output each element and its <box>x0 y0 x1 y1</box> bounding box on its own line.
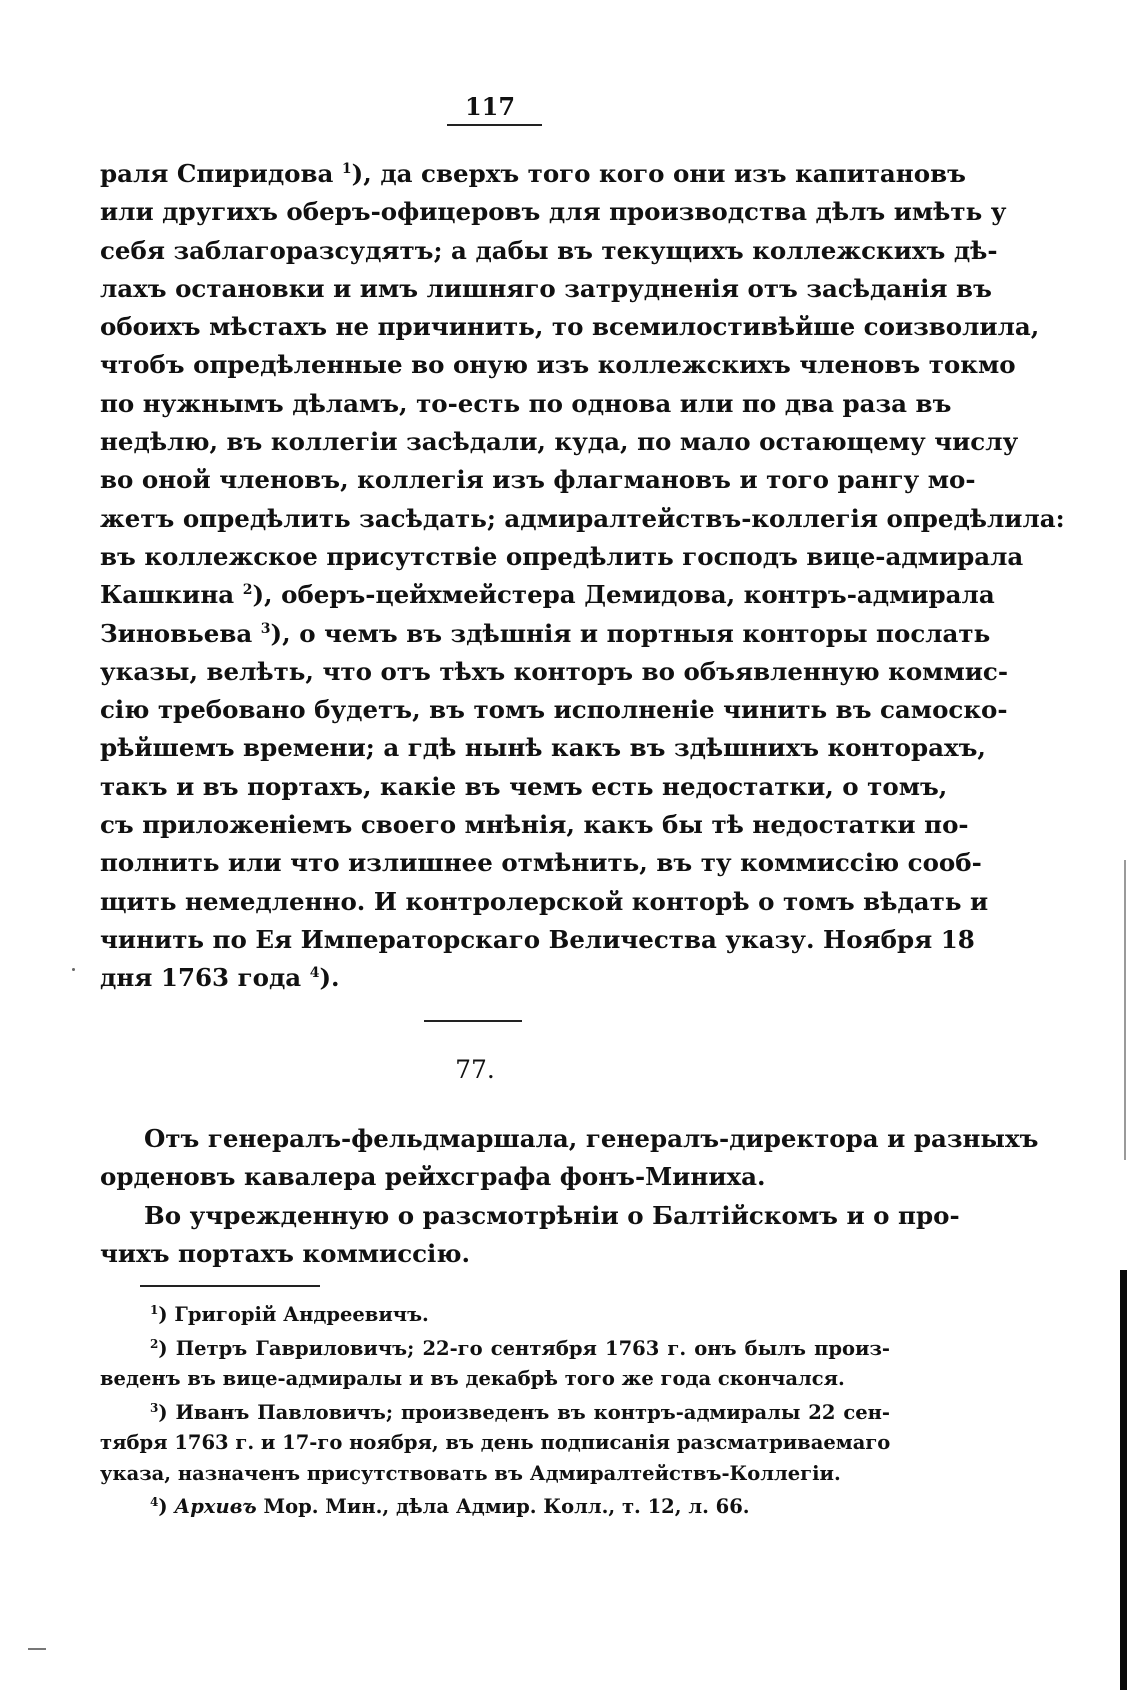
body-line-17: такъ и въ портахъ, какіе въ чемъ есть недостатки, о томъ, <box>100 771 948 801</box>
body-line-8: недѣлю, въ коллегіи засѣдали, куда, по мало остающему числу <box>100 427 1019 457</box>
body-line-3: себя заблагоразсудятъ; а дабы въ текущихъ коллежскихъ дѣ- <box>100 235 998 265</box>
archive-word: Архивъ <box>174 1495 257 1518</box>
body-line-5: обоихъ мѣстахъ не причинить, то всемилостивѣйше соизволила, <box>100 312 1040 342</box>
body-line-20: щить немедленно. И контролерской конторѣ о томъ вѣдать и <box>100 886 989 916</box>
body-line-21: чинить по Ея Императорскаго Величества указу. Ноября 18 <box>100 924 975 954</box>
header-line-2: орденовъ кавалера рейхсграфа фонъ-Миниха. <box>100 1162 766 1192</box>
footnotes <box>100 1300 890 1523</box>
body-text <box>100 155 1065 998</box>
footnote-3: $^3$) Иванъ Павловичъ; произведенъ въ контръ-адмиралы 22 сен- <box>150 1400 890 1424</box>
footnote-1: $^1$) Григорій Андреевичъ. <box>150 1303 429 1326</box>
header-line-1: Отъ генералъ-фельдмаршала, генералъ-директора и разныхъ <box>144 1124 1039 1153</box>
footnote-4: $^4$) Архивъ Мор. Мин., дѣла Адмир. Колл., т. 12, л. 66. <box>150 1495 750 1518</box>
footnote-2-cont: веденъ въ вице-адмиралы и въ декабрѣ того же года скончался. <box>100 1367 845 1390</box>
body-line-12: Кашкина $^2$), оберъ-цейхмейстера Демидова, контръ-адмирала <box>100 580 995 610</box>
body-line-19: полнить или что излишнее отмѣнить, въ ту коммиссію сооб- <box>100 848 982 878</box>
body-line-11: въ коллежское присутствіе опредѣлить господъ вице-адмирала <box>100 541 1024 571</box>
footnote-3-cont-1: тября 1763 г. и 17-го ноября, въ день подписанія разсматриваемаго <box>100 1431 891 1454</box>
section-separator <box>424 1020 522 1022</box>
scan-edge-shadow <box>1124 860 1126 1160</box>
header-line-4: чихъ портахъ коммиссію. <box>100 1238 470 1268</box>
body-line-4: лахъ остановки и имъ лишняго затрудненія отъ засѣданія въ <box>100 273 992 303</box>
section-number: 77. <box>455 1055 495 1084</box>
body-line-22: дня 1763 года $^4$). <box>100 963 340 993</box>
page-number: 117 <box>464 92 516 121</box>
header-line-3: Во учрежденную о разсмотрѣніи о Балтійскомъ и о про- <box>144 1200 960 1230</box>
document-header <box>100 1120 1039 1273</box>
page-number-underline <box>447 124 542 126</box>
footnote-3-cont-2: указа, назначенъ присутствовать въ Адмиралтействъ-Коллегіи. <box>100 1461 841 1485</box>
scan-artifact-dot <box>72 968 75 971</box>
footnote-rule <box>140 1285 320 1287</box>
body-line-7: по нужнымъ дѣламъ, то-есть по однова или по два раза въ <box>100 388 952 418</box>
scan-artifact <box>28 1648 46 1650</box>
body-line-15: сію требовано будетъ, въ томъ исполненіе чинить въ самоско- <box>100 695 1008 725</box>
body-line-2: или другихъ оберъ-офицеровъ для производства дѣлъ имѣть у <box>100 197 1007 227</box>
body-line-13: Зиновьева $^3$), о чемъ въ здѣшнія и портныя конторы послать <box>100 618 991 648</box>
body-line-18: съ приложеніемъ своего мнѣнія, какъ бы тѣ недостатки по- <box>100 810 969 840</box>
body-line-1: раля Спиридова $^1$), да сверхъ того кого они изъ капитановъ <box>100 159 966 188</box>
body-line-14: указы, велѣть, что отъ тѣхъ конторъ во объявленную коммис- <box>100 656 1009 686</box>
scan-edge <box>1120 1270 1127 1690</box>
body-line-10: жетъ опредѣлить засѣдать; адмиралтействъ-коллегія опредѣлила: <box>100 503 1065 533</box>
body-line-16: рѣйшемъ времени; а гдѣ нынѣ какъ въ здѣшнихъ конторахъ, <box>100 733 986 763</box>
body-line-6: чтобъ опредѣленные во оную изъ коллежскихъ членовъ токмо <box>100 350 1016 380</box>
body-line-9: во оной членовъ, коллегія изъ флагмановъ и того рангу мо- <box>100 465 976 495</box>
footnote-2: $^2$) Петръ Гавриловичъ; 22-го сентября 1763 г. онъ былъ произ- <box>150 1336 891 1360</box>
